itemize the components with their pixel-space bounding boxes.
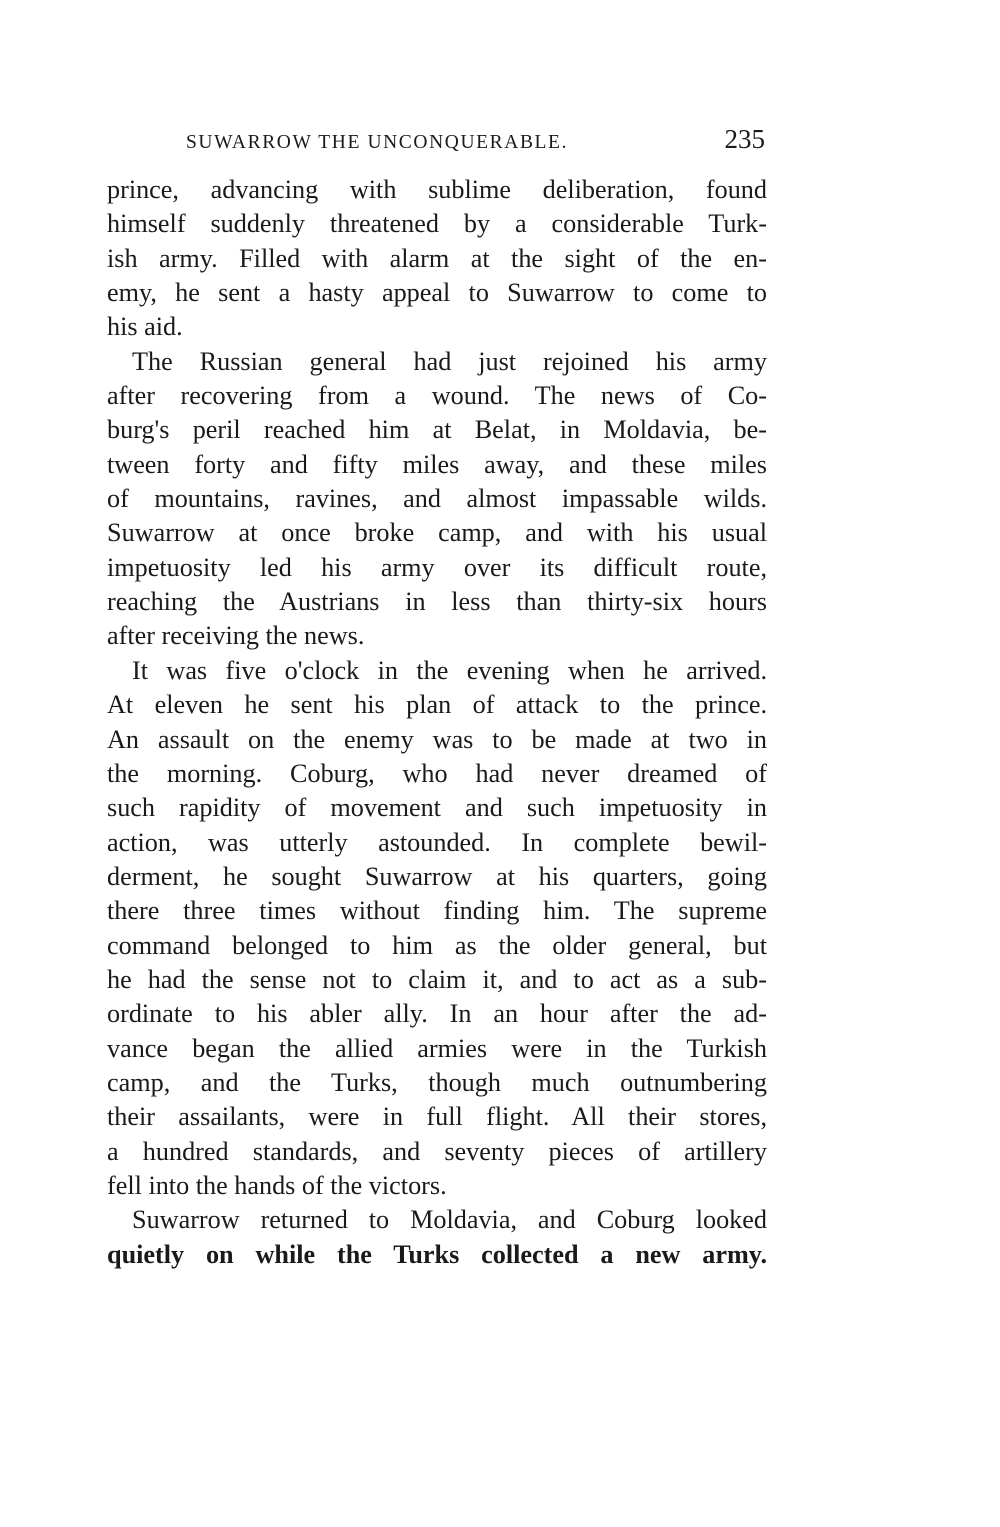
text-line: their assailants, were in full flight. All their stores, [107, 1102, 767, 1132]
text-line: quietly on while the Turks collected a new army. [107, 1239, 767, 1269]
text-line: derment, he sought Suwarrow at his quarters, going [107, 861, 767, 891]
text-line: command belonged to him as the older general, but [107, 930, 767, 960]
text-line: tween forty and fifty miles away, and these miles [107, 449, 767, 479]
paragraph [107, 654, 767, 1204]
text-line: It was five o'clock in the evening when he arrived. [132, 655, 767, 685]
text-line: himself suddenly threatened by a considerable Turk- [107, 209, 767, 239]
text-line: he had the sense not to claim it, and to act as a sub- [107, 964, 767, 994]
text-line: camp, and the Turks, though much outnumbering [107, 1067, 767, 1097]
text-line: after receiving the news. [107, 621, 365, 651]
paragraph [107, 173, 767, 345]
text-line: a hundred standards, and seventy pieces of artillery [107, 1136, 767, 1166]
paragraph [107, 345, 767, 654]
text-line: such rapidity of movement and such impetuosity in [107, 793, 767, 823]
text-line: impetuosity led his army over its difficult route, [107, 552, 767, 582]
text-line: At eleven he sent his plan of attack to the prince. [107, 690, 767, 720]
text-line: fell into the hands of the victors. [107, 1170, 447, 1200]
text-line: Suwarrow at once broke camp, and with his usual [107, 518, 767, 548]
text-line: the morning. Coburg, who had never dreamed of [107, 758, 767, 788]
text-line: reaching the Austrians in less than thirty-six hours [107, 587, 767, 617]
text-line: action, was utterly astounded. In complete bewil- [107, 827, 767, 857]
text-line: there three times without finding him. The supreme [107, 896, 767, 926]
text-line: ordinate to his abler ally. In an hour after the ad- [107, 999, 767, 1029]
text-line: Suwarrow returned to Moldavia, and Coburg looked [132, 1205, 767, 1235]
text-line: of mountains, ravines, and almost impassable wilds. [107, 484, 767, 514]
running-title: SUWARROW THE UNCONQUERABLE. [185, 132, 569, 153]
page-number: 235 [724, 124, 765, 154]
text-line: vance began the allied armies were in the Turkish [107, 1033, 767, 1063]
text-line: after recovering from a wound. The news of Co- [107, 381, 767, 411]
paragraph [107, 1203, 767, 1272]
text-line: his aid. [107, 312, 183, 342]
text-line: An assault on the enemy was to be made at two in [107, 724, 767, 754]
text-line: prince, advancing with sublime deliberation, found [107, 175, 767, 204]
body-text [107, 173, 767, 1272]
running-header [107, 124, 767, 160]
text-line: emy, he sent a hasty appeal to Suwarrow to come to [107, 278, 767, 308]
text-line: burg's peril reached him at Belat, in Moldavia, be- [107, 415, 767, 445]
text-line: ish army. Filled with alarm at the sight of the en- [107, 243, 767, 273]
text-line: The Russian general had just rejoined his army [132, 346, 767, 376]
